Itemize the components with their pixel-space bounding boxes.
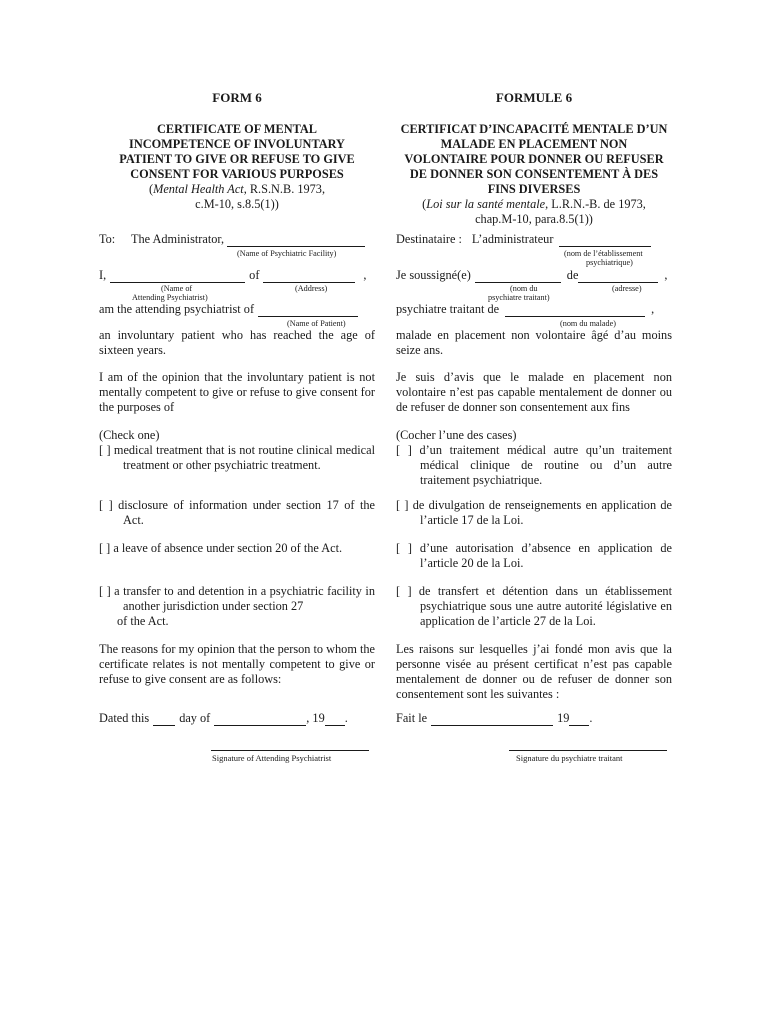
act-ref-1: , R.S.N.B. 1973,: [243, 182, 326, 196]
reasons-text-fr: Les raisons sur lesquelles j’ai fondé mon avis que la personne visée au présent certificat n’est pas capable mentalement de donner ou de refuser de donner son consentement sont les suivantes :: [396, 642, 672, 701]
act-reference-2-fr: chap.M-10, para.8.5(1)): [475, 212, 593, 226]
patient-name-field[interactable]: [258, 305, 358, 317]
act-name-fr: Loi sur la santé mentale: [426, 197, 546, 211]
address-caption-fr: (adresse): [612, 284, 642, 293]
signature-line-english[interactable]: [211, 750, 369, 751]
name-caption-fr-1: (nom du: [510, 284, 538, 293]
option-leave-of-absence[interactable]: [ ] a leave of absence under section 20 of the Act.: [99, 541, 343, 555]
facility-field-fr[interactable]: [559, 235, 651, 247]
comma-2-fr: ,: [651, 302, 655, 316]
act-ref-1-fr: , L.R.N.-B. de 1973,: [545, 197, 646, 211]
date-field-fr[interactable]: [431, 714, 553, 726]
psychiatrist-name-field-fr[interactable]: [475, 271, 561, 283]
dated-line: [99, 711, 375, 726]
signature-line-french[interactable]: [509, 750, 667, 751]
certificate-title-text-fr: CERTIFICAT D’INCAPACITÉ MENTALE D’UN MALADE EN PLACEMENT NON VOLONTAIRE POUR DONNER OU REFUSER DE DONNER SON CONSENTEMENT À DES FINS DIVERSES: [400, 122, 668, 196]
option-transfer[interactable]: [ ] a transfer to and detention in a psychiatric facility in another jurisdiction under section 27: [99, 584, 375, 613]
name-caption-fr-2: psychiatre traitant): [488, 293, 550, 302]
to-value: The Administrator,: [131, 232, 225, 246]
patient-caption-fr: (nom du malade): [560, 319, 616, 328]
option-leave-of-absence-fr[interactable]: [ ] d’une autorisation d’absence en application de l’article 20 de la Loi.: [396, 541, 672, 570]
i-line: [99, 268, 375, 283]
to-label: To:: [99, 232, 116, 246]
to-label-fr: Destinataire :: [396, 232, 462, 246]
period-fr: .: [589, 711, 593, 725]
of-label: of: [249, 268, 260, 282]
option-disclosure-fr[interactable]: [ ] de divulgation de renseignements en application de l’article 17 de la Loi.: [396, 498, 672, 527]
name-caption-2: Attending Psychiatrist): [132, 293, 208, 302]
of-label-fr: de: [566, 268, 579, 282]
psychiatrist-name-field[interactable]: [110, 271, 245, 283]
year-field[interactable]: [325, 714, 345, 726]
form-number-fr: FORMULE 6: [495, 90, 573, 105]
day-field[interactable]: [153, 714, 175, 726]
fait-le-line: [396, 711, 672, 726]
facility-caption-fr-2: psychiatrique): [586, 258, 633, 267]
facility-caption: (Name of Psychiatric Facility): [237, 249, 337, 258]
day-of-label: day of: [179, 711, 211, 725]
attending-line: [99, 302, 375, 317]
option-disclosure[interactable]: [ ] disclosure of information under section 17 of the Act.: [99, 498, 375, 527]
address-field[interactable]: [263, 271, 355, 283]
patient-caption: (Name of Patient): [287, 319, 346, 328]
year-prefix: , 19: [306, 711, 325, 725]
opinion-text-fr: Je suis d’avis que le malade en placement non volontaire n’est pas capable mentalement de donner ou de refuser de donner son consentement aux fins: [396, 370, 672, 414]
attending-line-fr: [396, 302, 672, 317]
form-number: FORM 6: [212, 90, 262, 105]
fait-le-label: Fait le: [396, 711, 428, 725]
to-line: [99, 232, 375, 247]
option-medical-treatment-fr[interactable]: [ ] d’un traitement médical autre qu’un traitement médical clinique de routine ou d’un autre traitement psychiatrique.: [396, 443, 672, 487]
facility-caption-fr-1: (nom de l’établissement: [564, 249, 643, 258]
signature-caption-english: Signature of Attending Psychiatrist: [212, 753, 332, 763]
i-label: I,: [99, 268, 107, 282]
certificate-title-fr: [396, 122, 672, 227]
attending-text-fr: psychiatre traitant de: [396, 302, 500, 316]
facility-field[interactable]: [227, 235, 365, 247]
i-label-fr: Je soussigné(e): [396, 268, 471, 282]
act-reference-fr: (Loi sur la santé mentale, L.R.N.-B. de 1973,: [422, 197, 646, 211]
french-column: [396, 0, 672, 1024]
option-transfer-end: of the Act.: [117, 614, 169, 628]
certificate-title: [99, 122, 375, 212]
attending-text: am the attending psychiatrist of: [99, 302, 255, 316]
i-line-fr: [396, 268, 672, 283]
option-medical-treatment[interactable]: [ ] medical treatment that is not routine clinical medical treatment or other psychiatric treatment.: [99, 443, 375, 472]
check-one-label: (Check one): [99, 428, 160, 442]
to-value-fr: L’administrateur: [471, 232, 554, 246]
comma-fr: ,: [664, 268, 668, 282]
to-line-fr: [396, 232, 672, 247]
dated-this-label: Dated this: [99, 711, 150, 725]
option-transfer-fr[interactable]: [ ] de transfert et détention dans un établissement psychiatrique sous une autre autorité législative en application de l’article 27 de la Loi.: [396, 584, 672, 628]
address-field-fr[interactable]: [578, 271, 658, 283]
period: .: [344, 711, 348, 725]
act-reference: (Mental Health Act, R.S.N.B. 1973,: [148, 182, 326, 196]
certificate-title-text: CERTIFICATE OF MENTAL INCOMPETENCE OF INVOLUNTARY PATIENT TO GIVE OR REFUSE TO GIVE CONSENT FOR VARIOUS PURPOSES: [119, 122, 355, 181]
act-reference-2: c.M-10, s.8.5(1)): [195, 197, 279, 211]
reasons-text: The reasons for my opinion that the person to whom the certificate relates is not mentally competent to give or refuse to give consent are as follows:: [99, 642, 375, 686]
month-field[interactable]: [214, 714, 306, 726]
patient-name-field-fr[interactable]: [505, 305, 645, 317]
check-one-label-fr: (Cocher l’une des cases): [396, 428, 517, 442]
year-field-fr[interactable]: [569, 714, 589, 726]
year-prefix-fr: 19: [557, 711, 570, 725]
name-caption-1: (Name of: [161, 284, 193, 293]
signature-caption-french: Signature du psychiatre traitant: [516, 753, 623, 763]
opinion-text: I am of the opinion that the involuntary patient is not mentally competent to give or refuse to give consent for the purposes of: [99, 370, 375, 414]
comma: ,: [363, 268, 367, 282]
english-column: [99, 0, 375, 1024]
address-caption: (Address): [295, 284, 328, 293]
involuntary-text: an involuntary patient who has reached the age of sixteen years.: [99, 328, 375, 357]
involuntary-text-fr: malade en placement non volontaire âgé d’au moins seize ans.: [396, 328, 672, 357]
act-name: Mental Health Act: [153, 182, 244, 196]
